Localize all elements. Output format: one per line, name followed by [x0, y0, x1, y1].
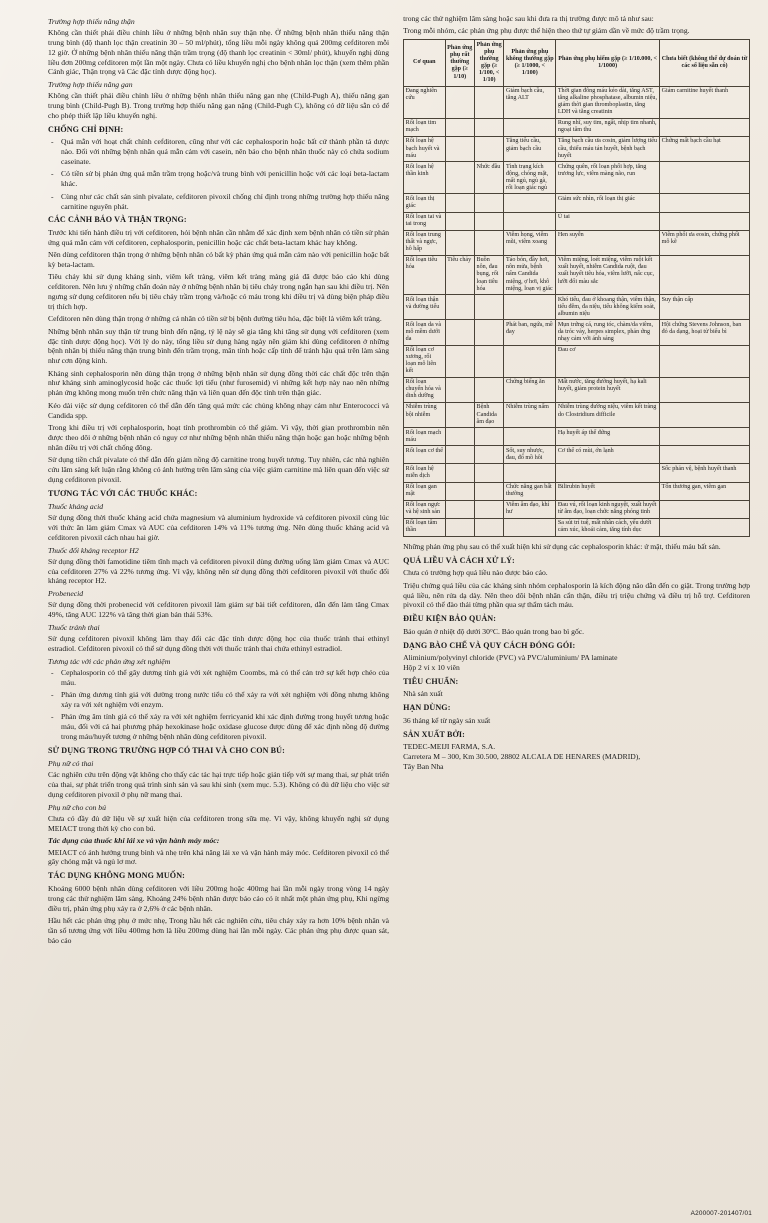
cell-rare: Nhiễm trùng đường niệu, viêm kết tràng do Clostridium difficile	[556, 402, 660, 427]
cell-very-common	[445, 464, 474, 482]
cell-organ: Rối loạn thận và đường tiểu	[404, 295, 446, 320]
cell-very-common	[445, 402, 474, 427]
cell-uncommon	[504, 428, 556, 446]
warnings-p9: Sử dụng tiền chất pivalate có thể dẫn đến giảm nồng độ carnitine trong huyết tương. Tuy nhiên, các nhà nghiên cứu lâm sàng kết luận rằng không có ảnh hưởng trên lâm sàng của việc giảm carnitine mà liên quan đến việc sử dụng cefditoren pivoxil.	[48, 454, 390, 484]
cell-rare: Cơ thể có mùi, ớn lạnh	[556, 446, 660, 464]
cell-unknown	[660, 500, 750, 518]
cell-rare: Bilirubin huyết	[556, 482, 660, 500]
cell-very-common	[445, 295, 474, 320]
cell-rare: Đau vú, rối loạn kinh nguyệt, xuất huyết từ âm đạo, loạn chức năng phóng tinh	[556, 500, 660, 518]
table-row	[404, 428, 750, 446]
manufacturer-name: TEDEC-MEIJI FARMA, S.A.	[403, 742, 496, 752]
cell-organ: Rối loạn cơ thể	[404, 446, 446, 464]
cell-very-common	[445, 162, 474, 194]
shelf-life-heading: HẠN DÙNG:	[403, 703, 451, 713]
contraceptive-subheading: Thuốc tránh thai	[48, 622, 100, 632]
cell-organ: Rối loạn hệ miễn dịch	[404, 464, 446, 482]
storage-heading: ĐIỀU KIỆN BẢO QUẢN:	[403, 614, 497, 624]
adverse-effects-p1: Khoảng 6000 bệnh nhân dùng cefditoren với liều 200mg hoặc 400mg hai lần mỗi ngày trong vòng 14 ngày trong các thử nghiệm lâm sàng. Khoảng 24% bệnh nhân được báo cáo có ít nhất một phản ứng phụ, Khi ngừng điều trị, phản ứng phụ xảy ra ở 2,6% ở các bệnh nhân.	[48, 883, 390, 913]
col-very-common: Phản ứng phụ rất thường gặp (≥ 1/10)	[445, 40, 474, 86]
cell-unknown: Hội chứng Stevens Johnson, ban đỏ da dạng, hoại tử biểu bì	[660, 320, 750, 345]
col-uncommon: Phản ứng phụ không thường gặp (≥ 1/1000, < 1/100)	[504, 40, 556, 86]
antacid-subheading: Thuốc kháng acid	[48, 502, 104, 512]
cell-unknown: Sốc phản vệ, bệnh huyết thanh	[660, 464, 750, 482]
two-column-layout	[48, 14, 750, 1213]
cell-unknown	[660, 212, 750, 230]
packaging-box: Hộp 2 vỉ x 10 viên	[403, 662, 460, 672]
cell-organ: Rối loạn tai và tai trong	[404, 212, 446, 230]
cell-organ: Đang nghiên cứu	[404, 86, 446, 118]
adverse-effects-p2: Hầu hết các phản ứng phụ ở mức nhẹ, Trong hầu hết các nghiên cứu, tiêu chảy xảy ra hơn 10% bệnh nhân và tần số tương ứng với liều 400mg hơn là liều 200mg dùng hai lần mỗi ngày. Các phản ứng phụ được quan sát, báo cáo	[48, 915, 390, 945]
cell-uncommon	[504, 464, 556, 482]
cell-very-common	[445, 320, 474, 345]
cell-unknown: Giảm carnitine huyết thanh	[660, 86, 750, 118]
cell-organ: Rối loạn chuyển hóa và dinh dưỡng	[404, 377, 446, 402]
cell-rare	[556, 464, 660, 482]
cell-organ: Rối loạn hệ bạch huyết và máu	[404, 136, 446, 161]
warnings-p8: Trong khi điều trị với cephalosporin, hoạt tính prothrombin có thể giảm. Vì vậy, thời gian prothrombin nên được theo dõi ở những bệnh nhân có nguy cơ như những bệnh nhân thiếu năng thận hoặc gan hoặc những bệnh nhân điều trị với chất chống đông.	[48, 422, 390, 452]
col-common: Phản ứng phụ thường gặp (≥ 1/100, < 1/10)	[474, 40, 503, 86]
cell-rare: Chứng quên, rối loạn phối hợp, tăng trương lực, viêm màng não, run	[556, 162, 660, 194]
cell-unknown	[660, 402, 750, 427]
cell-common	[474, 377, 503, 402]
right-column	[403, 14, 750, 1213]
cell-organ: Rối loạn tim mạch	[404, 118, 446, 136]
cell-organ: Rối loạn ngực và hệ sinh sản	[404, 500, 446, 518]
cell-rare: Rung nhĩ, suy tim, ngất, nhịp tim nhanh, ngoại tâm thu	[556, 118, 660, 136]
hepatic-impairment-heading: Trường hợp thiếu năng gan	[48, 80, 133, 90]
cell-common	[474, 500, 503, 518]
contraindications-list	[48, 137, 389, 211]
cell-organ: Rối loạn trung thất và ngực, hô hấp	[404, 230, 446, 255]
breastfeeding-subheading: Phụ nữ cho con bú	[48, 802, 106, 812]
cell-organ: Rối loạn tâm thần	[404, 518, 446, 536]
packaging-material: Aliminium/polyvinyl chloride (PVC) và PVC/aluminium/ PA laminate	[403, 653, 618, 663]
pregnant-women-subheading: Phụ nữ có thai	[48, 759, 94, 769]
table-row	[404, 345, 750, 377]
cell-rare: Sa sút trí tuệ, mất nhân cách, yếu dưới cảm xúc, khoái cảm, tăng tính dục	[556, 518, 660, 536]
cell-unknown: Suy thận cấp	[660, 295, 750, 320]
cell-uncommon: Sốt, suy nhược, đau, đổ mồ hôi	[504, 446, 556, 464]
cell-uncommon: Táo bón, đầy hơi, nôn mửa, bệnh nấm Candida miệng, ợ hơi, khô miệng, loạn vị giác	[504, 255, 556, 294]
lab-interaction-subheading: Tương tác với các phản ứng xét nghiệm	[48, 656, 171, 666]
cell-common: Bệnh Candida âm đạo	[474, 402, 503, 427]
cell-uncommon: Giảm bạch cầu, tăng ALT	[504, 86, 556, 118]
packaging-heading: DẠNG BÀO CHẾ VÀ QUY CÁCH ĐÓNG GÓI:	[403, 640, 576, 650]
cell-very-common	[445, 136, 474, 161]
cell-unknown	[660, 518, 750, 536]
cell-common	[474, 86, 503, 118]
cell-organ: Rối loạn tiêu hóa	[404, 255, 446, 294]
overdose-heading: QUÁ LIỀU VÀ CÁCH XỬ LÝ:	[403, 555, 515, 565]
list-item: - Cùng như các chất sản sinh pivalate, cefditoren pivoxil chống chỉ định trong những trường hợp thiếu năng carnitine nguyên phát.	[59, 192, 389, 212]
cell-common	[474, 446, 503, 464]
cell-unknown: Tổn thương gan, viêm gan	[660, 482, 750, 500]
cell-uncommon: Chức năng gan bất thường	[504, 482, 556, 500]
cell-unknown	[660, 377, 750, 402]
cell-uncommon: Chứng biếng ăn	[504, 377, 556, 402]
table-row	[404, 446, 750, 464]
cell-common	[474, 118, 503, 136]
cell-unknown	[660, 428, 750, 446]
probenecid-text: Sử dụng đồng thời probenecid với cefditoren pivoxil làm giảm sự bài tiết cefditoren, dẫn đến làm tăng Cmax 49%, tăng AUC 122% và tăng thời gian bán thải 53%.	[48, 600, 390, 620]
cell-uncommon	[504, 118, 556, 136]
cell-rare: Mất nước, tăng đường huyết, hạ kali huyết, giảm protein huyết	[556, 377, 660, 402]
manufacturer-country: Tây Ban Nha	[403, 761, 444, 771]
cell-rare: Hen suyễn	[556, 230, 660, 255]
cell-organ: Rối loạn gan mật	[404, 482, 446, 500]
cell-organ: Rối loạn hệ thần kinh	[404, 162, 446, 194]
table-row	[404, 464, 750, 482]
list-item: - Phản ứng âm tính giả có thể xảy ra với xét nghiệm ferricyanid khi xác định đường trong huyết tương hoặc máu, đối với cá hai phương pháp hexokinase hoặc oxidase glucose được dùng để xác định nồng độ đường trong máu/huyết tương ở những bệnh nhân dùng cefditoren pivoxil.	[59, 712, 389, 742]
breastfeeding-text: Chưa có đầy đủ dữ liệu về sự xuất hiện của cefditoren trong sữa mẹ. Vì vậy, không khuyến nghị sử dụng MEIACT trong thời kỳ cho con bú.	[48, 813, 390, 833]
antacid-text: Sử dụng đồng thời thuốc kháng acid chứa magnesium và aluminium hydroxide và cefditoren pivoxil cùng lúc với thức ăn làm giảm Cmax và AUC của cefditoren 14% và 11% tương ứng. Nên dùng thuốc kháng acid và cefditoren pivoxil cách nhau hai giờ.	[48, 513, 390, 542]
adverse-reactions-table	[403, 39, 750, 537]
adverse-effects-intro2: Trong mỗi nhóm, các phản ứng phụ được thể hiện theo thứ tự giảm dần về mức độ trầm trọng.	[403, 26, 690, 36]
renal-impairment-heading: Trường hợp thiếu năng thận	[48, 17, 135, 26]
cell-unknown	[660, 255, 750, 294]
interactions-heading: TƯƠNG TÁC VỚI CÁC THUỐC KHÁC:	[48, 488, 198, 498]
table-row	[404, 500, 750, 518]
table-header-row	[404, 40, 750, 86]
table-row	[404, 295, 750, 320]
cell-uncommon: Nhiễm trùng nấm	[504, 402, 556, 427]
table-row	[404, 118, 750, 136]
left-column	[48, 14, 389, 1213]
cell-organ: Nhiễm trùng bội nhiễm	[404, 402, 446, 427]
cell-unknown: Viêm phổi ưa eosin, chứng phổi mô kẽ	[660, 230, 750, 255]
cell-organ: Rối loạn thị giác	[404, 194, 446, 212]
cell-very-common	[445, 518, 474, 536]
cell-very-common	[445, 482, 474, 500]
h2-antagonist-subheading: Thuốc đối kháng receptor H2	[48, 545, 139, 555]
table-row	[404, 255, 750, 294]
manufacturer-address: Carretera M – 300, Km 30.500, 28802 ALCALA DE HENARES (MADRID),	[403, 751, 641, 761]
warnings-p6: Kháng sinh cephalosporin nên dùng thận trọng ở những bệnh nhân sử dụng đồng thời các chất độc trên thận như kháng sinh aminoglycosid hoặc các thuốc lợi tiểu (như furosemid) vì những kết hợp này nao nên những phản ứng không mong muốn trên chức năng thận và liên quan đến độc tính trên thận giác.	[48, 368, 390, 398]
table-row	[404, 377, 750, 402]
table-row	[404, 194, 750, 212]
cell-common	[474, 230, 503, 255]
warnings-heading: CÁC CẢNH BÁO VÀ THẬN TRỌNG:	[48, 215, 187, 225]
cell-rare: Tăng bạch cầu ưa cosin, giảm lượng tiểu cầu, thiếu máu tán huyết, bệnh bạch huyết	[556, 136, 660, 161]
driving-text: MEIACT có ảnh hưởng trung bình và nhẹ trên khả năng lái xe và vận hành máy móc. Cefditoren pivoxil có thể gây chóng mặt và ngủ lơ mơ.	[48, 847, 390, 867]
col-rare: Phản ứng phụ hiếm gặp (≥ 1/10.000, < 1/1000)	[556, 40, 660, 86]
cell-rare: Giảm sức nhìn, rối loạn thị giác	[556, 194, 660, 212]
cell-common	[474, 320, 503, 345]
contraceptive-text: Sử dụng cefditoren pivoxil không làm thay đổi các đặc tính dược động học của thuốc tránh thai ethinyl estradiol. Cefditoren pivoxil có thể sử dụng đồng thời với thuốc tránh thai chứa ethinyl estradiol.	[48, 633, 390, 653]
cell-very-common	[445, 212, 474, 230]
cell-unknown	[660, 345, 750, 377]
cell-uncommon: Phát ban, ngứa, mề đay	[504, 320, 556, 345]
cell-common	[474, 212, 503, 230]
cell-uncommon	[504, 345, 556, 377]
table-row	[404, 162, 750, 194]
list-item: - Quá mẫn với hoạt chất chính cefditoren, cũng như với các cephalosporin hoặc bất cứ thành phần tá dược nào. Đối với những bệnh nhân quá mẫn cảm với casein, nên báo cho bệnh nhân thuốc này có chứa sodium caseinate.	[59, 137, 389, 167]
table-row	[404, 136, 750, 161]
post-table-note: Những phản ứng phụ sau có thể xuất hiện khi sử dụng các cephalosporin khác: ứ mật, thiếu máu bất sản.	[403, 541, 721, 551]
warnings-p3: Tiêu chảy khi sử dụng kháng sinh, viêm kết tràng, viêm kết tràng màng giả đã được báo cáo khi dùng cefditoren. Nên lưu ý những chẩn đoán này ở những bệnh nhân bị tiêu chảy trong ngắn hạn sau khi điều trị. Nên ngưng sử dụng cefditoren nếu bị tiêu chảy trầm trọng và/hoặc có máu trong khi điều trị và dùng biện pháp điều trị thích hợp.	[48, 272, 390, 311]
document-code: A200007-201407/01	[690, 1210, 752, 1217]
cell-very-common	[445, 446, 474, 464]
table-row	[404, 212, 750, 230]
cell-rare: Ù tai	[556, 212, 660, 230]
cell-rare: Hạ huyết áp thế đứng	[556, 428, 660, 446]
probenecid-subheading: Probenecid	[48, 589, 84, 599]
overdose-p2: Triệu chứng quá liều của các kháng sinh nhóm cephalosporin là kích động não dẫn đến co giật. Trong trường hợp quá liều, nên rửa dạ dày. Nên theo dõi bệnh nhân cẩn thận, điều trị triệu chứng và điều trị hỗ trợ. Cefditoren pivoxil có thể đào thải từng phần qua sự thẩm tách máu.	[403, 580, 750, 610]
cell-common	[474, 482, 503, 500]
cell-rare: Viêm miệng, loét miệng, viêm ruột kết xuất huyết, nhiễm Candida ruột, đau xuất huyết tiêu hóa, viêm lưỡi, nấc cục, lưỡi đổi màu sắc	[556, 255, 660, 294]
pregnant-women-text: Các nghiên cứu trên động vật không cho thấy các tác hại trực tiếp hoặc gián tiếp với sự mang thai, sự phát triển của thai, sự phát triển trong quá trình sinh sản và sau khi sinh (xem mục. 5.3). Không có đủ dữ liệu cho việc sử dụng cefditoren pivoxil ở phụ nữ mang thai.	[48, 770, 390, 799]
standard-heading: TIÊU CHUẨN:	[403, 676, 459, 686]
lab-interaction-list	[48, 668, 389, 742]
cell-common	[474, 194, 503, 212]
col-organ: Cơ quan	[404, 40, 446, 86]
adverse-effects-heading: TÁC DỤNG KHÔNG MONG MUỐN:	[48, 871, 185, 881]
cell-rare: Mụn trứng cá, rung tóc, chàm/da viêm, da tróc vảy, herpes simplex, phản ứng nhạy cảm với ánh sáng	[556, 320, 660, 345]
cell-unknown	[660, 118, 750, 136]
list-item: - Có tiền sử bị phản ứng quá mẫn trầm trọng hoặc/và trung bình với penicillin hoặc với các loại beta-lactam khác.	[59, 169, 389, 189]
cell-very-common	[445, 118, 474, 136]
cell-organ: Rối loạn mạch máu	[404, 428, 446, 446]
cell-common	[474, 136, 503, 161]
cell-very-common	[445, 86, 474, 118]
cell-uncommon	[504, 194, 556, 212]
cell-uncommon: Viêm âm đạo, khí hư	[504, 500, 556, 518]
warnings-p2: Nên dùng cefditoren thận trọng ở những bệnh nhân có bất kỳ phản ứng quá mẫn cảm nào với penicillin hoặc bất kỳ beta-lactam.	[48, 250, 390, 269]
cell-uncommon	[504, 295, 556, 320]
list-item: - Cephalosporin có thể gây dương tính giả với xét nghiệm Coombs, mà có thể cản trở sự kết hợp chéo của máu.	[59, 668, 389, 688]
cell-common	[474, 295, 503, 320]
overdose-p1: Chưa có trường hợp quá liều nào được báo cáo.	[403, 568, 548, 578]
table-row	[404, 320, 750, 345]
cell-common	[474, 345, 503, 377]
cell-unknown	[660, 194, 750, 212]
hepatic-impairment-text: Không cần thiết phải điều chỉnh liều ở những bệnh nhân thiếu năng gan nhẹ (Child-Pugh A), thiếu năng gan trung bình (Child-Pugh B). Trong trường hợp thiếu năng gan nặng (Child-Pugh C), không có dữ liệu sẵn có để cho phép thiết lập liều khuyến nghị.	[48, 91, 390, 121]
table-row	[404, 518, 750, 536]
standard-text: Nhà sản xuất	[403, 689, 443, 699]
cell-uncommon	[504, 518, 556, 536]
cell-uncommon: Tăng tiểu cầu, giảm bạch cầu	[504, 136, 556, 161]
warnings-p1: Trước khi tiến hành điều trị với cefditoren, hỏi bệnh nhân cần nhằm để xác định xem bệnh nhân có tiền sử phản ứng quá mẫn cảm với cefditoren, cephalosporin, penicillin hoặc các chất beta-lactam khác hay không.	[48, 227, 390, 247]
contraindications-heading: CHỐNG CHỈ ĐỊNH:	[48, 124, 124, 134]
renal-impairment-text: Không cần thiết phải điều chỉnh liều ở những bệnh nhân suy thận nhẹ. Ở những bệnh nhân thiếu năng thận trung bình (độ thanh lọc thận creatinin 30 – 50 ml/phút), tổng liều mỗi ngày không quá 200mg cefditoren mỗi 12 giờ. Ở những bệnh nhân thiếu năng thận trầm trọng (độ thanh lọc creatinin < 30ml/ phút), khuyến nghị dùng liều đơn 200mg cefditoren một lần một ngày. Chưa có liều khuyến nghị cho bệnh nhân lọc thận (xem thêm phần Cảnh giác, Thận trọng và Các đặc tính dược động học).	[48, 28, 390, 77]
cell-common	[474, 518, 503, 536]
table-row	[404, 86, 750, 118]
cell-rare: Đau cơ	[556, 345, 660, 377]
cell-organ: Rối loạn da và mô mềm dưới da	[404, 320, 446, 345]
col-unknown: Chưa biết (không thể dự đoán từ các số liệu sẵn có)	[660, 40, 750, 86]
cell-very-common	[445, 194, 474, 212]
cell-very-common	[445, 377, 474, 402]
cell-common: Nhức đầu	[474, 162, 503, 194]
cell-organ: Rối loạn cơ xương, rối loạn mô liên kết	[404, 345, 446, 377]
cell-unknown	[660, 162, 750, 194]
pregnancy-heading: SỬ DỤNG TRONG TRƯỜNG HỢP CÓ THAI VÀ CHO CON BÚ:	[48, 745, 285, 755]
warnings-p4: Cefditoren nên dùng thận trọng ở những cá nhân có tiền sử bị bệnh đường tiêu hóa, đặc biệt là viêm kết tràng.	[48, 314, 382, 324]
cell-very-common	[445, 500, 474, 518]
cell-very-common	[445, 345, 474, 377]
driving-subheading: Tác dụng của thuốc khi lái xe và vận hành máy móc:	[48, 836, 220, 846]
adverse-effects-continued: trong các thử nghiệm lâm sàng hoặc sau khi đưa ra thị trường được mô tả như sau:	[403, 14, 654, 23]
cell-common: Buồn nôn, đau bụng, rối loạn tiêu hóa	[474, 255, 503, 294]
cell-rare: Khó tiểu, đau ở khoang thận, viêm thận, tiểu đêm, đa niệu, tiểu không kiểm soát, albumin niệu	[556, 295, 660, 320]
cell-unknown: Chứng mất bạch cầu hạt	[660, 136, 750, 161]
cell-common	[474, 464, 503, 482]
table-row	[404, 482, 750, 500]
storage-text: Bảo quản ở nhiệt độ dưới 30°C. Bảo quản trong bao bì gốc.	[403, 626, 585, 636]
cell-uncommon	[504, 212, 556, 230]
cell-very-common: Tiêu chảy	[445, 255, 474, 294]
cell-uncommon: Viêm họng, viêm mũi, viêm xoang	[504, 230, 556, 255]
cell-rare: Thời gian đông máu kéo dài, tăng AST, tăng alkaline phosphatase, albumin niệu, giảm thời gian thromboplastin, tăng LDH và tăng creatinin	[556, 86, 660, 118]
cell-uncommon: Tình trạng kích động, chóng mặt, mất ngủ, ngủ gà, rối loạn giác ngủ	[504, 162, 556, 194]
shelf-life-text: 36 tháng kể từ ngày sản xuất	[403, 715, 491, 725]
cell-common	[474, 428, 503, 446]
warnings-p5: Những bệnh nhân suy thận từ trung bình đến nặng, tỷ lệ này sẽ gia tăng khi tăng sử dụng với cefditoren (xem đặc tính dược động học). Với lý do này, tổng liều sử dụng hàng ngày nên giảm khi dùng cefditoren ở những bệnh nhân bị thiếu năng thận trung bình đến trầm trọng, mãn tính hoặc cấp tính để tránh hậu quả trên làm sàng như cơn động kinh.	[48, 326, 390, 366]
list-item: - Phản ứng dương tính giả với đường trong nước tiểu có thể xảy ra với xét nghiệm với đồng nhưng không xảy ra với xét nghiệm với enzym.	[59, 690, 389, 710]
table-row	[404, 402, 750, 427]
table-row	[404, 230, 750, 255]
cell-very-common	[445, 230, 474, 255]
cell-very-common	[445, 428, 474, 446]
manufacturer-heading: SẢN XUẤT BỞI:	[403, 729, 465, 739]
warnings-p7: Kéo dài việc sử dụng cefditoren có thể dẫn đến tăng quá mức các chủng không nhạy cảm như Enterococci và Candida spp.	[48, 400, 390, 420]
h2-antagonist-text: Sử dụng đồng thời famotidine tiêm tĩnh mạch và cefditoren pivoxil dùng đường uống làm giảm Cmax và AUC của cefditoren 27% và 22% tương ứng. Vì vậy, không nên sử dụng đồng thời cefditoren pivoxil với thuốc đối kháng receptor H2.	[48, 556, 390, 586]
cell-unknown	[660, 446, 750, 464]
